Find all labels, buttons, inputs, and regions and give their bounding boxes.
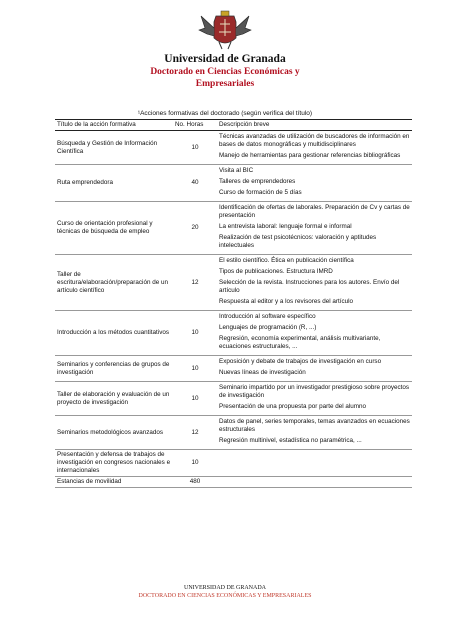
table-row: [55, 382, 412, 416]
description-item: Visita al BIC: [219, 167, 254, 174]
action-title: Seminarios metodológicos avanzados: [55, 416, 173, 450]
description-item: Técnicas avanzadas de utilización de buscadores de información en bases de datos monográficas y multidisciplinares: [219, 133, 410, 148]
column-header-hours: No. Horas: [173, 120, 217, 131]
action-hours: 10: [173, 356, 217, 382]
action-title: Estancias de movilidad: [55, 477, 173, 488]
university-crest-logo: [0, 10, 450, 50]
table-row: [55, 450, 412, 477]
action-description: [217, 382, 412, 416]
table-row: [55, 131, 412, 165]
action-description: [217, 255, 412, 311]
table-caption: ¹Acciones formativas del doctorado (según verifica del título): [137, 110, 313, 117]
action-title: Taller de elaboración y evaluación de un proyecto de investigación: [55, 382, 173, 416]
action-hours: 10: [173, 450, 217, 477]
table-row: [55, 255, 412, 311]
description-item: Identificación de ofertas de laborales. Preparación de Cv y cartas de presentación: [219, 204, 410, 219]
university-name: Universidad de Granada: [164, 53, 286, 65]
action-description: [217, 165, 412, 202]
training-actions-table: [55, 119, 412, 488]
action-hours: 12: [173, 255, 217, 311]
action-hours: 10: [173, 131, 217, 165]
action-title: Taller de escritura/elaboración/preparación de un artículo científico: [55, 255, 173, 311]
action-title: Búsqueda y Gestión de Información Científica: [55, 131, 173, 165]
action-title: Curso de orientación profesional y técnicas de búsqueda de empleo: [55, 202, 173, 255]
description-item: Curso de formación de 5 días: [219, 189, 302, 196]
footer-program: DOCTORADO EN CIENCIAS ECONÓMICAS Y EMPRESARIALES: [138, 593, 312, 599]
column-header-description: Descripción breve: [217, 120, 412, 131]
description-item: La entrevista laboral: lenguaje formal e informal: [219, 223, 352, 230]
action-description: [217, 416, 412, 450]
action-hours: 40: [173, 165, 217, 202]
action-title: Ruta emprendedora: [55, 165, 173, 202]
description-item: Regresión, economía experimental, análisis multivariante, ecuaciones estructurales, ...: [219, 335, 381, 350]
action-title: Seminarios y conferencias de grupos de investigación: [55, 356, 173, 382]
description-item: Realización de test psicotécnicos: valoración y aptitudes intelectuales: [219, 234, 377, 249]
table-header-row: [55, 120, 412, 131]
description-item: Regresión multinivel, estadística no paramétrica, ...: [219, 437, 362, 444]
program-name: [0, 66, 450, 90]
action-description: [217, 450, 412, 477]
footer-university: UNIVERSIDAD DE GRANADA: [184, 585, 266, 591]
program-name-line2: Empresariales: [195, 79, 255, 89]
description-item: Nuevas líneas de investigación: [219, 369, 306, 376]
action-description: [217, 202, 412, 255]
action-title: Presentación y defensa de trabajos de investigación en congresos nacionales e internacionales: [55, 450, 173, 477]
table-row: [55, 477, 412, 488]
table-row: [55, 165, 412, 202]
description-item: Seminario impartido por un investigador prestigioso sobre proyectos de investigación: [219, 384, 410, 399]
description-item: Lenguajes de programación (R, ...): [219, 324, 317, 331]
description-item: Exposición y debate de trabajos de investigación en curso: [219, 358, 382, 365]
description-item: Talleres de emprendedores: [219, 178, 296, 185]
action-hours: 10: [173, 382, 217, 416]
column-header-title: Título de la acción formativa: [55, 120, 173, 131]
description-item: Tipos de publicaciones. Estructura IMRD: [219, 268, 333, 275]
description-item: Manejo de herramientas para gestionar referencias bibliográficas: [219, 152, 401, 159]
program-name-line1: Doctorado en Ciencias Económicas y: [150, 67, 300, 77]
description-item: Selección de la revista. Instrucciones para los autores. Envío del artículo: [219, 279, 400, 294]
action-hours: 20: [173, 202, 217, 255]
action-description: [217, 311, 412, 356]
description-item: El estilo científico. Ética en publicación científica: [219, 257, 354, 264]
table-row: [55, 416, 412, 450]
action-hours: 10: [173, 311, 217, 356]
table-row: [55, 202, 412, 255]
action-title: Introducción a los métodos cuantitativos: [55, 311, 173, 356]
table-row: [55, 311, 412, 356]
description-item: Respuesta al editor y a los revisores del artículo: [219, 298, 354, 305]
description-item: Introducción al software específico: [219, 313, 316, 320]
action-description: [217, 131, 412, 165]
action-description: [217, 356, 412, 382]
description-item: Presentación de una propuesta por parte del alumno: [219, 403, 367, 410]
action-description: [217, 477, 412, 488]
action-hours: 12: [173, 416, 217, 450]
table-row: [55, 356, 412, 382]
description-item: Datos de panel, series temporales, temas avanzados en ecuaciones estructurales: [219, 418, 410, 433]
action-hours: 480: [173, 477, 217, 488]
